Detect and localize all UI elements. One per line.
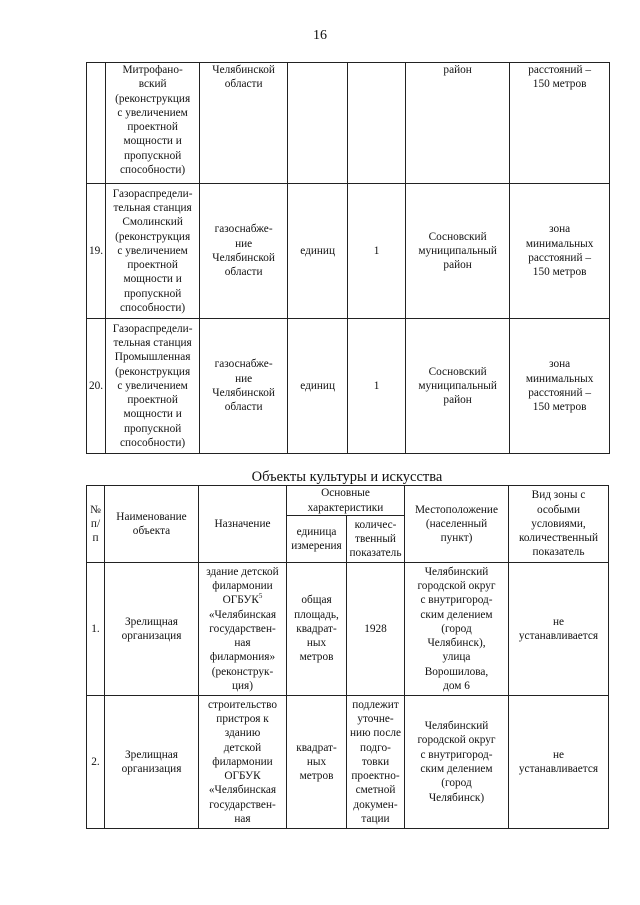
table-row: [87, 63, 610, 184]
object-purpose: газоснабже- ние Челябинской области: [200, 319, 288, 454]
row-number: 19.: [87, 184, 106, 319]
quantity: 1: [348, 319, 406, 454]
footnote-mark: 5: [258, 592, 263, 601]
object-purpose: здание детской филармонии ОГБУК$^5$ «Челябинская государствен- ная филармония» (реконструк- ция): [199, 563, 287, 696]
measure-unit: единиц: [288, 184, 348, 319]
row-number: 1.: [87, 563, 105, 696]
object-location: Челябинский городской округ с внутригород- ским делением (город Челябинск): [405, 696, 509, 829]
object-name: Газораспредели- тельная станция Промышленная (реконструкция с увеличением проектной мощности и пропускной способности): [106, 319, 200, 454]
measure-unit: [288, 63, 348, 184]
object-location: Сосновский муниципальный район: [406, 319, 510, 454]
quantity: 1928: [347, 563, 405, 696]
measure-unit: квадрат- ных метров: [287, 696, 347, 829]
measure-unit: единиц: [288, 319, 348, 454]
table-row: [87, 184, 610, 319]
object-name: Митрофано- вский (реконструкция с увеличением проектной мощности и пропускной способности): [106, 63, 200, 184]
gas-stations-table: [86, 62, 610, 454]
zone-type: расстояний – 150 метров: [510, 63, 610, 184]
header-unit: единица измерения: [287, 516, 347, 563]
zone-type: не устанавливается: [509, 563, 609, 696]
object-purpose: Челябинской области: [200, 63, 288, 184]
header-name: Наименование объекта: [105, 486, 199, 563]
culture-objects-table: [86, 485, 609, 829]
object-name: Зрелищная организация: [105, 696, 199, 829]
quantity: [348, 63, 406, 184]
object-location: Сосновский муниципальный район: [406, 184, 510, 319]
row-number: 20.: [87, 319, 106, 454]
object-location: Челябинский городской округ с внутригород- ским делением (город Челябинск), улица Ворошилова, дом 6: [405, 563, 509, 696]
table-row: [87, 563, 609, 696]
row-number: [87, 63, 106, 184]
header-location: Местоположение (населенный пункт): [405, 486, 509, 563]
header-main-characteristics: Основные характеристики: [287, 486, 405, 516]
table-row: [87, 696, 609, 829]
header-zone: Вид зоны с особыми условиями, количественный показатель: [509, 486, 609, 563]
object-purpose: строительство пристроя к зданию детской филармонии ОГБУК «Челябинская государствен- ная: [199, 696, 287, 829]
zone-type: зона минимальных расстояний – 150 метров: [510, 184, 610, 319]
zone-type: не устанавливается: [509, 696, 609, 829]
table-row: [87, 319, 610, 454]
page-number: 16: [313, 28, 327, 43]
object-name: Газораспредели- тельная станция Смолинский (реконструкция с увеличением проектной мощности и пропускной способности): [106, 184, 200, 319]
section-title: Объекты культуры и искусства: [251, 469, 443, 485]
header-number: № п/п: [87, 486, 105, 563]
header-purpose: Назначение: [199, 486, 287, 563]
object-location: район: [406, 63, 510, 184]
object-name: Зрелищная организация: [105, 563, 199, 696]
measure-unit: общая площадь, квадрат- ных метров: [287, 563, 347, 696]
object-purpose: газоснабже- ние Челябинской области: [200, 184, 288, 319]
quantity: подлежит уточне- нию после подго- товки проектно- сметной докумен- тации: [347, 696, 405, 829]
quantity: 1: [348, 184, 406, 319]
header-row: [87, 486, 609, 516]
header-quantity: количес- твенный показатель: [347, 516, 405, 563]
row-number: 2.: [87, 696, 105, 829]
zone-type: зона минимальных расстояний – 150 метров: [510, 319, 610, 454]
